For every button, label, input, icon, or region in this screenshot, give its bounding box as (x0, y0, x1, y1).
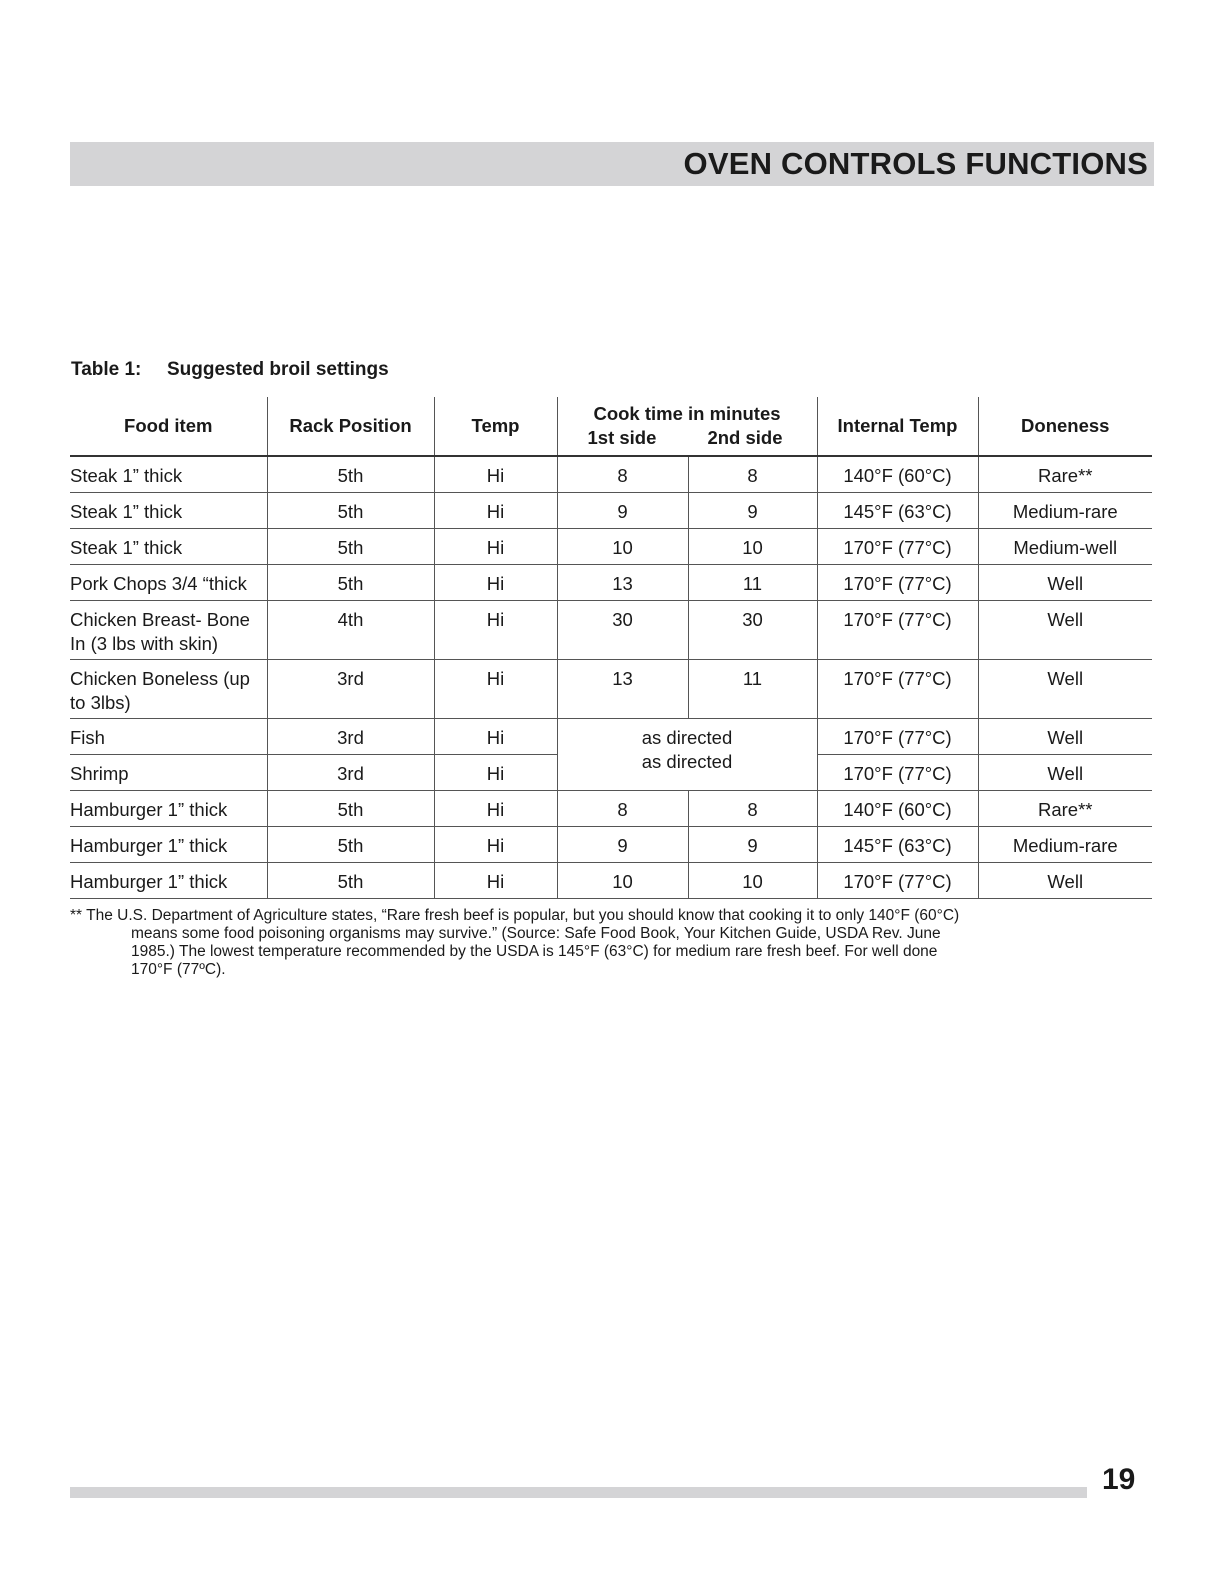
cell-internal-temp: 145°F (63°C) (817, 492, 978, 528)
cell-internal-temp: 170°F (77°C) (817, 600, 978, 659)
cell-temp: Hi (434, 564, 557, 600)
cell-doneness: Well (978, 718, 1152, 754)
cell-doneness: Rare** (978, 456, 1152, 492)
table-header-row (70, 397, 1152, 456)
header-second-side: 2nd side (707, 427, 783, 448)
cell-food: Pork Chops 3/4 “thick (70, 564, 267, 600)
cell-side1: 10 (557, 862, 688, 898)
cell-temp: Hi (434, 862, 557, 898)
table-row (70, 456, 1152, 492)
cell-food: Chicken Breast- Bone In (3 lbs with skin) (70, 600, 267, 659)
cell-side2: 10 (688, 528, 817, 564)
cell-rack: 3rd (267, 754, 434, 790)
cell-doneness: Medium-well (978, 528, 1152, 564)
cell-cook-time-merged (557, 718, 817, 790)
cell-side2: 11 (688, 659, 817, 718)
cell-internal-temp: 170°F (77°C) (817, 754, 978, 790)
cell-side1: 8 (557, 790, 688, 826)
page-title: OVEN CONTROLS FUNCTIONS (683, 146, 1148, 181)
cell-food: Hamburger 1” thick (70, 862, 267, 898)
header-cook-time-label: Cook time in minutes (593, 403, 781, 424)
header-temp: Temp (434, 397, 557, 456)
table-row (70, 528, 1152, 564)
cell-doneness: Well (978, 600, 1152, 659)
cell-food: Chicken Boneless (up to 3lbs) (70, 659, 267, 718)
footer-bar (70, 1487, 1087, 1498)
cell-food: Steak 1” thick (70, 492, 267, 528)
broil-settings-table (70, 397, 1152, 899)
cell-temp: Hi (434, 456, 557, 492)
header-doneness: Doneness (978, 397, 1152, 456)
cell-temp: Hi (434, 600, 557, 659)
cell-rack: 3rd (267, 659, 434, 718)
cell-internal-temp: 140°F (60°C) (817, 790, 978, 826)
header-food-item: Food item (70, 397, 267, 456)
cell-doneness: Rare** (978, 790, 1152, 826)
header-internal-temp: Internal Temp (817, 397, 978, 456)
cell-rack: 5th (267, 790, 434, 826)
cell-internal-temp: 145°F (63°C) (817, 826, 978, 862)
cell-food: Steak 1” thick (70, 456, 267, 492)
cell-rack: 5th (267, 862, 434, 898)
cell-internal-temp: 170°F (77°C) (817, 718, 978, 754)
cell-temp: Hi (434, 718, 557, 754)
cell-rack: 5th (267, 564, 434, 600)
footnote-marker: ** (70, 907, 83, 924)
footnote-line-4: 170°F (77ºC). (131, 961, 226, 978)
footnote-line-3: 1985.) The lowest temperature recommended by the USDA is 145°F (63°C) for medium rare fresh beef. For well done (131, 943, 938, 960)
cell-internal-temp: 170°F (77°C) (817, 528, 978, 564)
cell-side2: 11 (688, 564, 817, 600)
table-row (70, 826, 1152, 862)
table-row (70, 564, 1152, 600)
cell-temp: Hi (434, 826, 557, 862)
cell-doneness: Well (978, 564, 1152, 600)
table-row (70, 718, 1152, 754)
cell-side1: 30 (557, 600, 688, 659)
cell-food: Steak 1” thick (70, 528, 267, 564)
table-caption (71, 359, 389, 381)
cell-side1: 13 (557, 564, 688, 600)
cell-side1: 10 (557, 528, 688, 564)
cell-rack: 5th (267, 826, 434, 862)
cell-doneness: Well (978, 862, 1152, 898)
table-row (70, 492, 1152, 528)
header-band (70, 142, 1154, 186)
cell-doneness: Well (978, 659, 1152, 718)
cell-temp: Hi (434, 790, 557, 826)
cell-side1: 8 (557, 456, 688, 492)
cell-internal-temp: 170°F (77°C) (817, 659, 978, 718)
footnote-line-1-text: The U.S. Department of Agriculture states, “Rare fresh beef is popular, but you should know that cooking it to only 140°F (60°C) (86, 907, 960, 924)
cell-food: Shrimp (70, 754, 267, 790)
cell-side1: 9 (557, 826, 688, 862)
cell-rack: 4th (267, 600, 434, 659)
cell-rack: 5th (267, 456, 434, 492)
cell-internal-temp: 170°F (77°C) (817, 564, 978, 600)
cell-doneness: Medium-rare (978, 826, 1152, 862)
header-first-side: 1st side (587, 427, 657, 448)
page-number: 19 (1102, 1463, 1136, 1496)
footnote-line-2: means some food poisoning organisms may survive.” (Source: Safe Food Book, Your Kitchen Guide, USDA Rev. June (131, 925, 941, 942)
cell-temp: Hi (434, 659, 557, 718)
footnote (70, 907, 1150, 979)
cell-side2: 10 (688, 862, 817, 898)
table-row (70, 862, 1152, 898)
header-cook-time (557, 397, 817, 456)
cell-food: Fish (70, 718, 267, 754)
cell-rack: 5th (267, 528, 434, 564)
cell-temp: Hi (434, 754, 557, 790)
cell-side2: 30 (688, 600, 817, 659)
cook-time-merged-line-2: as directed (641, 750, 733, 772)
cell-internal-temp: 170°F (77°C) (817, 862, 978, 898)
header-rack-position: Rack Position (267, 397, 434, 456)
cell-side2: 8 (688, 456, 817, 492)
cell-rack: 5th (267, 492, 434, 528)
table-row (70, 659, 1152, 718)
cell-food: Hamburger 1” thick (70, 826, 267, 862)
cell-side2: 8 (688, 790, 817, 826)
cell-internal-temp: 140°F (60°C) (817, 456, 978, 492)
cell-temp: Hi (434, 528, 557, 564)
cell-side2: 9 (688, 492, 817, 528)
table-caption-number: Table 1: (71, 359, 142, 380)
cell-rack: 3rd (267, 718, 434, 754)
cell-side2: 9 (688, 826, 817, 862)
cell-temp: Hi (434, 492, 557, 528)
cell-doneness: Well (978, 754, 1152, 790)
cell-side1: 9 (557, 492, 688, 528)
cell-doneness: Medium-rare (978, 492, 1152, 528)
footnote-line-1 (70, 907, 1150, 925)
cell-side1: 13 (557, 659, 688, 718)
table-caption-title: Suggested broil settings (167, 359, 389, 380)
cook-time-merged-line-1: as directed (641, 726, 733, 748)
cell-food: Hamburger 1” thick (70, 790, 267, 826)
table-row (70, 790, 1152, 826)
table-row (70, 600, 1152, 659)
